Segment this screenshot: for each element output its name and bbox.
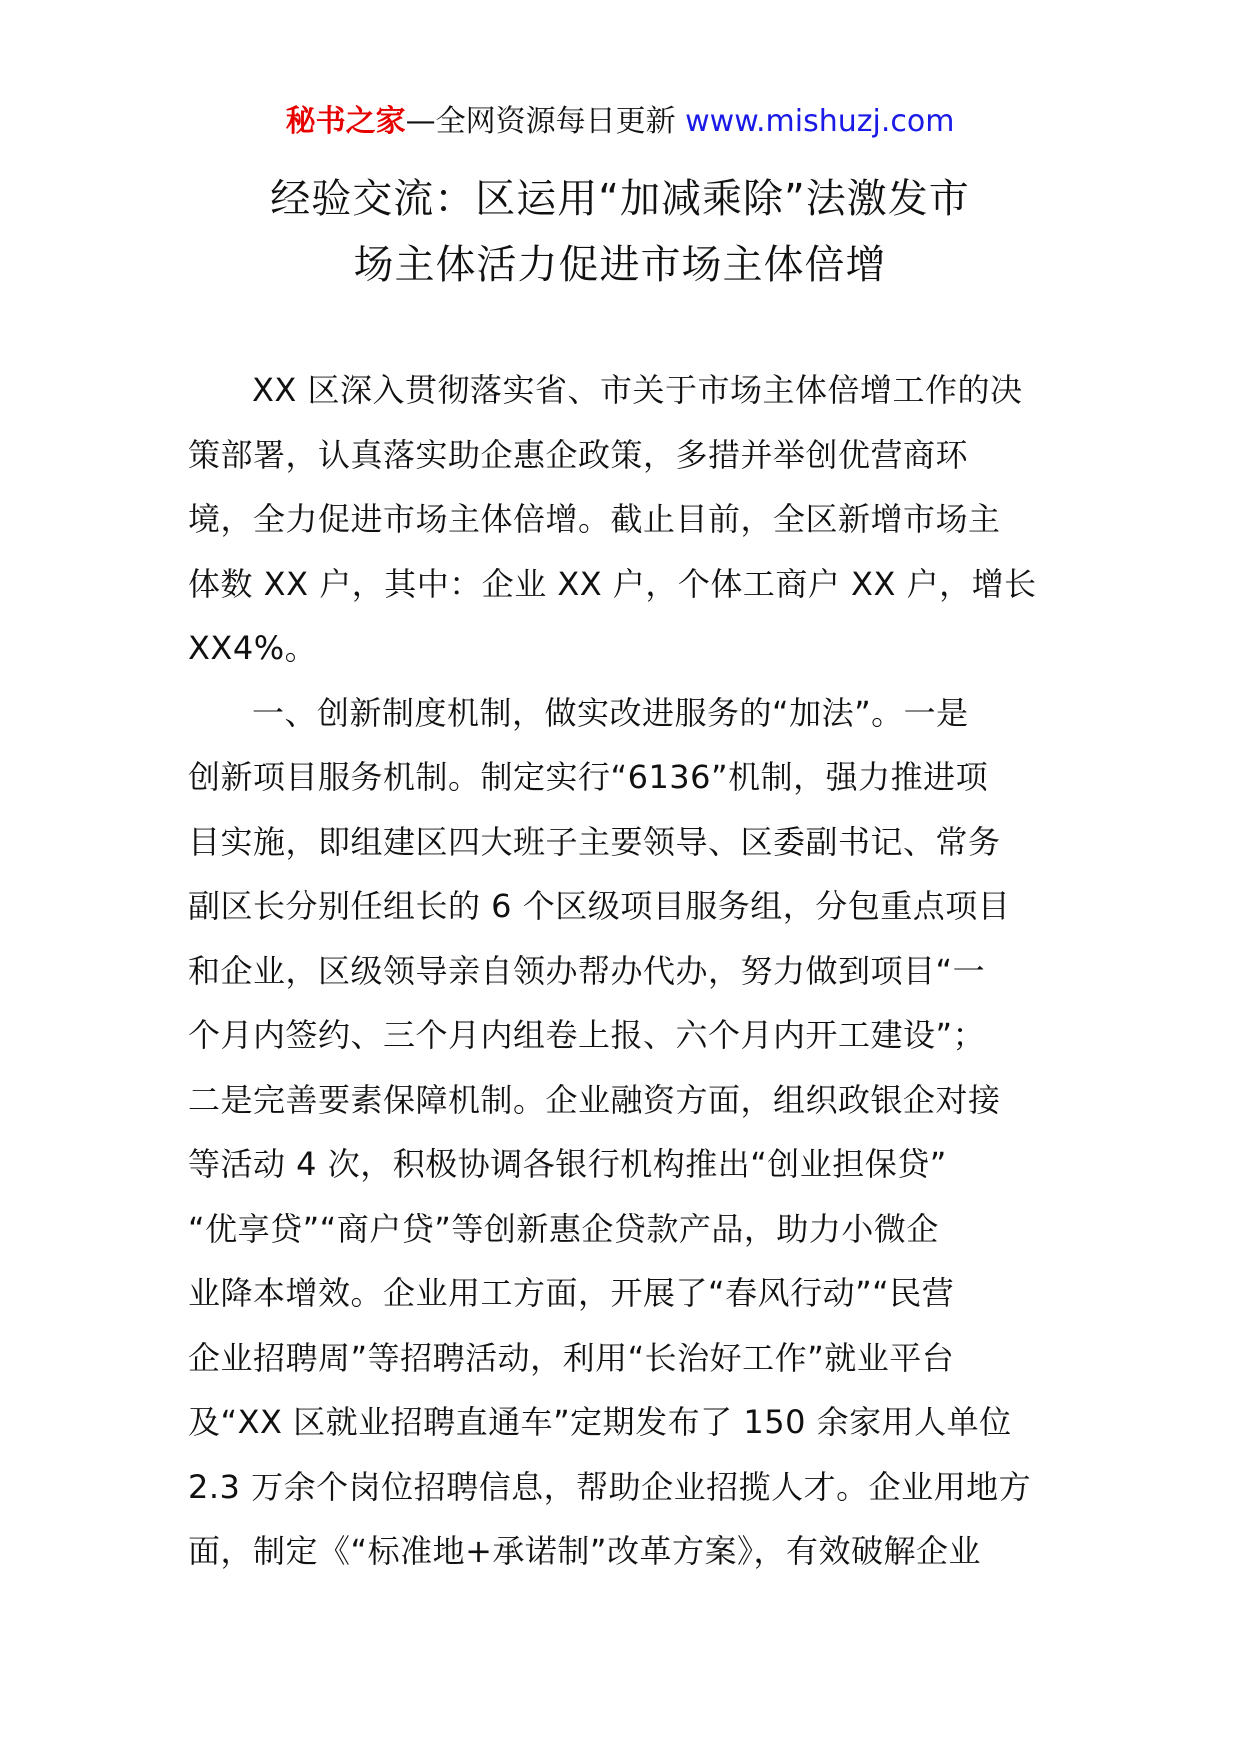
paragraph-section-1 [188, 681, 1056, 1584]
text-line: 境，全力促进市场主体倍增。截止目前，全区新增市场主 [188, 500, 1001, 538]
text-line: 企业招聘周”等招聘活动，利用“长治好工作”就业平台 [188, 1338, 955, 1377]
header-tagline: —全网资源每日更新 [405, 104, 686, 139]
document-title [150, 166, 1090, 298]
text-line: XX 区深入贯彻落实省、市关于市场主体倍增工作的决 [252, 371, 1023, 409]
text-line: 及“XX 区就业招聘直通车”定期发布了 150 余家用人单位 [188, 1403, 1012, 1441]
text-line: 面，制定《“标准地+承诺制”改革方案》，有效破解企业 [188, 1532, 981, 1570]
text-line: 2.3 万余个岗位招聘信息，帮助企业招揽人才。企业用地方 [188, 1467, 1032, 1506]
text-line: 等活动 4 次，积极协调各银行机构推出“创业担保贷” [188, 1145, 947, 1183]
text-line: 体数 XX 户，其中：企业 XX 户，个体工商户 XX 户，增长 [188, 564, 1037, 603]
brand-name: 秘书之家 [285, 104, 406, 139]
text-line: 和企业，区级领导亲自领办帮办代办，努力做到项目“一 [188, 951, 986, 990]
text-line: 一、创新制度机制，做实改进服务的“加法”。一是 [252, 693, 969, 732]
text-line: “优享贷”“商户贷”等创新惠企贷款产品，助力小微企 [188, 1209, 939, 1248]
text-line: 业降本增效。企业用工方面，开展了“春风行动”“民营 [188, 1274, 955, 1312]
paragraph-intro [188, 358, 1056, 681]
text-line: 二是完善要素保障机制。企业融资方面，组织政银企对接 [188, 1080, 1001, 1119]
text-line: 副区长分别任组长的 6 个区级项目服务组，分包重点项目 [188, 887, 1011, 925]
title-line-2: 场主体活力促进市场主体倍增 [353, 242, 887, 288]
document-body [188, 358, 1056, 1584]
text-line: XX4%。 [188, 629, 318, 667]
text-line: 创新项目服务机制。制定实行“6136”机制，强力推进项 [188, 758, 989, 796]
site-header [0, 102, 1240, 142]
text-line: 个月内签约、三个月内组卷上报、六个月内开工建设”； [188, 1016, 986, 1054]
text-line: 策部署，认真落实助企惠企政策，多措并举创优营商环 [188, 435, 969, 474]
site-url-link[interactable]: www.mishuzj.com [685, 104, 955, 139]
title-line-1: 经验交流：区运用“加减乘除”法激发市 [270, 176, 970, 222]
text-line: 目实施，即组建区四大班子主要领导、区委副书记、常务 [188, 822, 1001, 861]
